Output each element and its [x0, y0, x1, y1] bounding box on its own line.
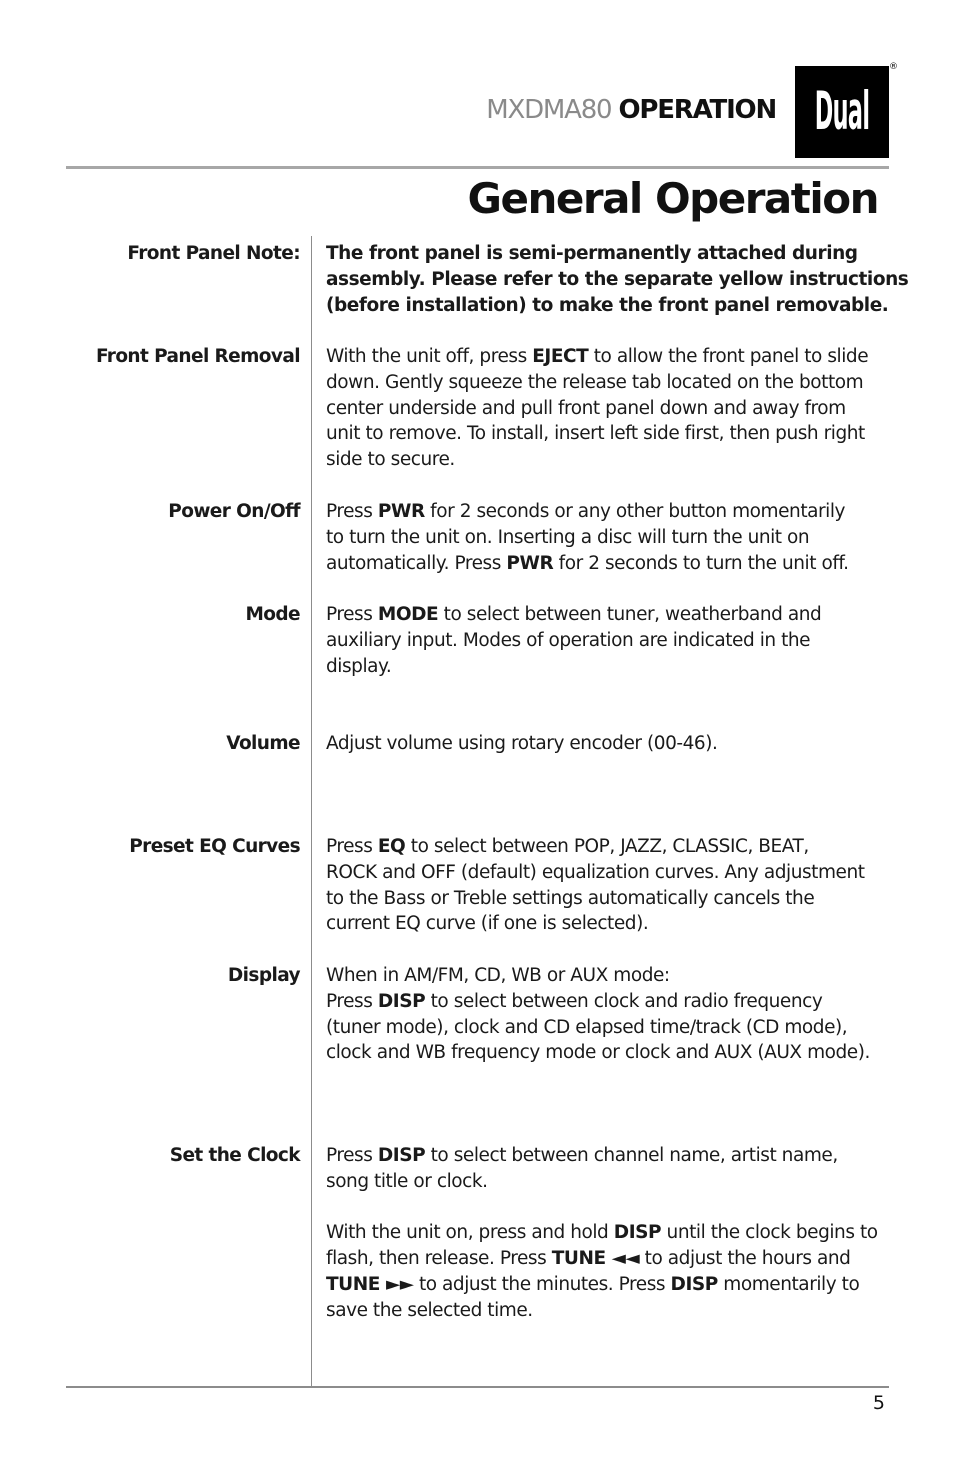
key-tune-forward: TUNE ►► — [326, 1273, 414, 1295]
text-run: to adjust the hours and — [639, 1248, 851, 1270]
text-run: With the unit off, press — [326, 346, 533, 367]
text-run: for 2 seconds or any other button momentarily — [424, 501, 846, 522]
key-eject: EJECT — [532, 346, 589, 367]
text-line: ROCK and OFF (default) equalization curves. Any adjustment — [326, 861, 865, 883]
key-pwr: PWR — [377, 501, 425, 522]
label-preset-eq: Preset EQ Curves — [129, 836, 300, 857]
text-line: side to secure. — [326, 449, 455, 471]
text-line: (before installation) to make the front panel removable. — [326, 294, 889, 316]
text-line: save the selected time. — [326, 1299, 533, 1321]
text-run: to select between clock and radio frequency — [425, 990, 823, 1012]
text-line — [326, 989, 896, 1015]
label-mode: Mode — [245, 604, 300, 625]
front-panel-removal-text — [326, 344, 896, 473]
text-run: to select between tuner, weatherband and — [438, 604, 822, 625]
text-line — [326, 344, 896, 370]
label-display: Display — [227, 965, 300, 986]
text-run: Press — [326, 836, 378, 857]
text-line: unit to remove. To install, insert left side first, then push right — [326, 423, 865, 445]
text-line — [326, 499, 896, 525]
dual-logo — [795, 66, 889, 158]
text-line: Adjust volume using rotary encoder (00-46). — [326, 733, 718, 754]
label-front-panel-note: Front Panel Note: — [127, 243, 300, 264]
key-eq: EQ — [377, 836, 406, 857]
text-line — [326, 834, 896, 860]
key-pwr: PWR — [506, 552, 554, 574]
text-run: to adjust the minutes. Press — [413, 1273, 671, 1295]
text-line: current EQ curve (if one is selected). — [326, 913, 649, 935]
text-line: center underside and pull front panel down and away from — [326, 397, 846, 419]
front-panel-note-text — [326, 241, 909, 318]
text-line: (tuner mode), clock and CD elapsed time/track (CD mode), — [326, 1016, 848, 1038]
text-line — [326, 551, 896, 577]
key-disp: DISP — [670, 1273, 718, 1295]
key-disp: DISP — [377, 990, 426, 1012]
key-disp: DISP — [613, 1222, 662, 1244]
text-run: to allow the front panel to slide — [588, 346, 869, 367]
key-disp: DISP — [377, 1145, 426, 1166]
text-run: Press — [326, 990, 378, 1012]
text-line: auxiliary input. Modes of operation are indicated in the — [326, 629, 811, 651]
text-line — [326, 1220, 896, 1246]
label-front-panel-removal: Front Panel Removal — [95, 346, 300, 367]
text-line: The front panel is semi-permanently attached during — [326, 243, 858, 264]
text-line — [326, 602, 896, 628]
text-line: clock and WB frequency mode or clock and AUX (AUX mode). — [326, 1042, 870, 1064]
header-title — [420, 92, 776, 128]
label-power: Power On/Off — [168, 501, 300, 522]
text-run: to select between POP, JAZZ, CLASSIC, BEAT, — [405, 836, 809, 857]
text-run: momentarily to — [717, 1273, 860, 1295]
label-set-clock: Set the Clock — [169, 1145, 300, 1166]
power-text — [326, 499, 896, 576]
text-line — [326, 1143, 896, 1169]
paragraph-gap — [326, 1195, 896, 1221]
text-run: Press — [326, 501, 378, 522]
text-run: Press — [326, 1145, 378, 1166]
set-clock-text — [326, 1143, 896, 1324]
logo-text: Dual — [814, 82, 870, 142]
text-run: With the unit on, press and hold — [326, 1222, 614, 1244]
key-tune-back: TUNE ◄◄ — [551, 1248, 640, 1270]
registered-mark: ® — [889, 62, 898, 72]
display-text — [326, 963, 896, 1066]
label-volume: Volume — [226, 733, 300, 754]
text-line: When in AM/FM, CD, WB or AUX mode: — [326, 965, 670, 986]
page-title: General Operation — [467, 174, 878, 223]
text-line: song title or clock. — [326, 1170, 488, 1192]
volume-text — [326, 731, 896, 757]
text-line — [326, 1272, 896, 1298]
key-mode: MODE — [377, 604, 439, 625]
model-name: MXDMA80 — [486, 95, 612, 125]
text-line: to turn the unit on. Inserting a disc will turn the unit on — [326, 526, 810, 548]
footer-rule — [66, 1386, 889, 1388]
preset-eq-text — [326, 834, 896, 937]
text-run: Press — [326, 604, 378, 625]
text-line: assembly. Please refer to the separate yellow instructions — [326, 268, 909, 290]
text-run: automatically. Press — [326, 552, 507, 574]
mode-text — [326, 602, 896, 679]
text-line: to the Bass or Treble settings automatically cancels the — [326, 887, 815, 909]
text-line — [326, 1246, 896, 1272]
text-line: display. — [326, 655, 392, 677]
text-run: to select between channel name, artist name, — [425, 1145, 838, 1166]
page-number: 5 — [872, 1392, 885, 1414]
column-divider — [311, 236, 312, 1386]
text-run: until the clock begins to — [661, 1222, 878, 1244]
text-line: down. Gently squeeze the release tab located on the bottom — [326, 371, 864, 393]
header-rule — [66, 166, 889, 169]
text-run: for 2 seconds to turn the unit off. — [553, 552, 849, 574]
header-operation: OPERATION — [618, 95, 776, 125]
text-run: flash, then release. Press — [326, 1248, 552, 1270]
